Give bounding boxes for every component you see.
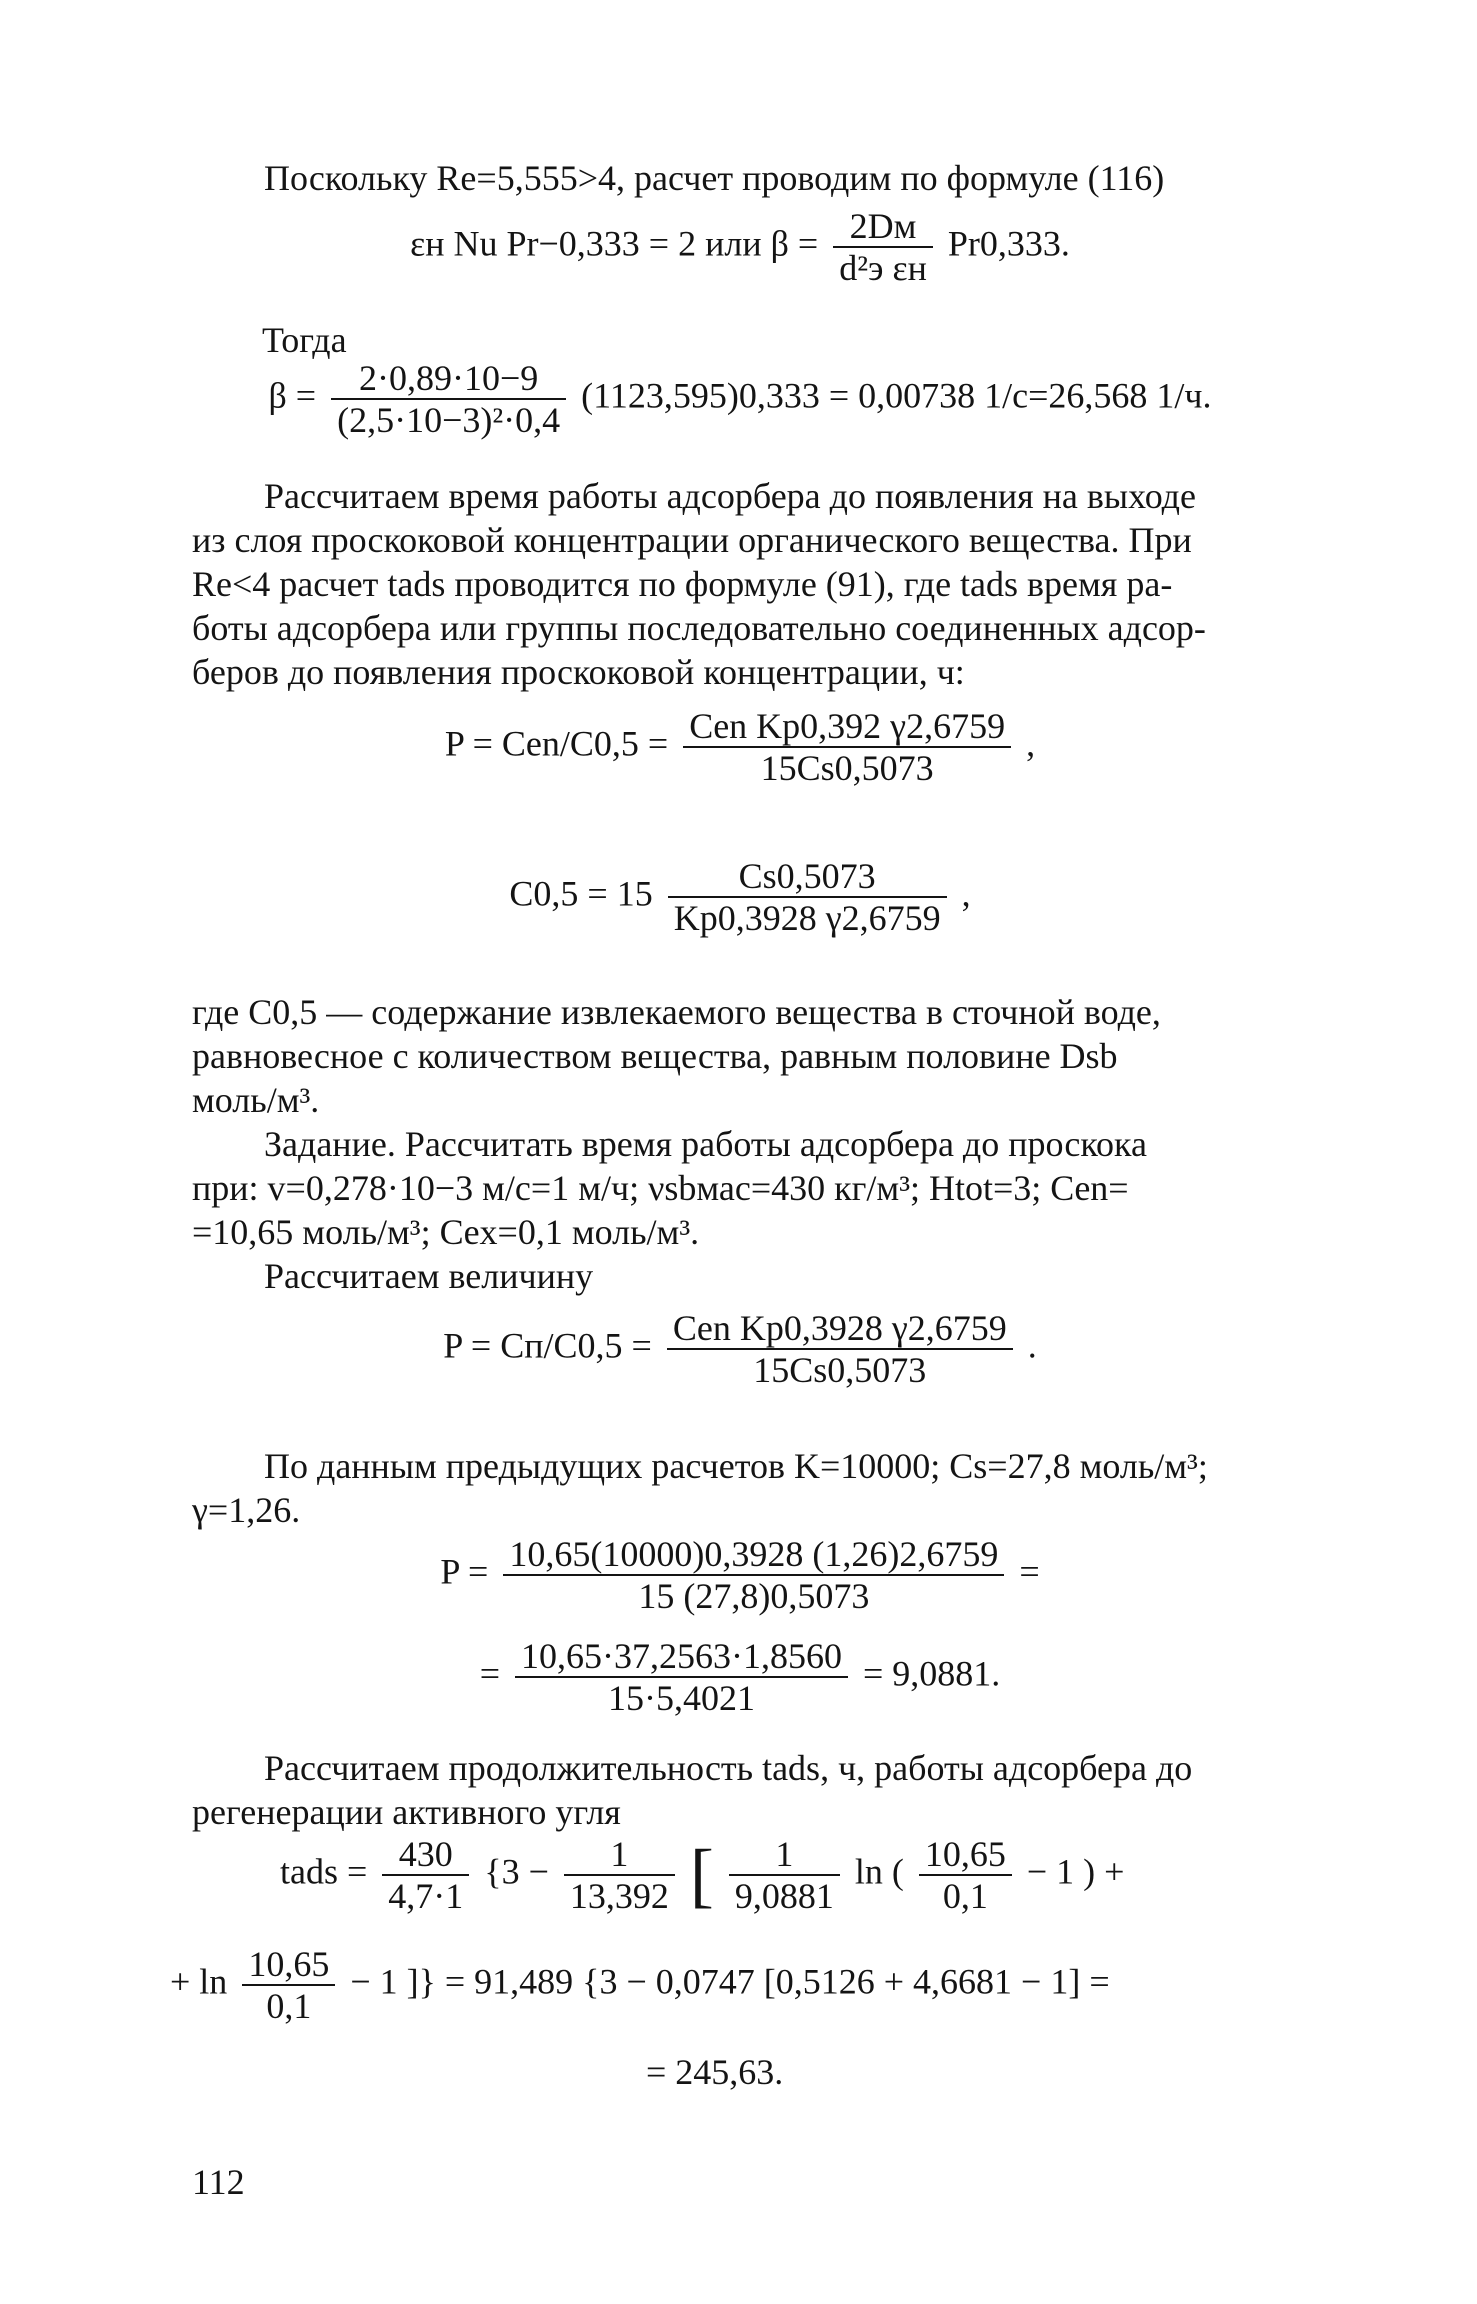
task-line2: при: v=0,278·10−3 м/с=1 м/ч; νsbмас=430 кг/м³; Htot=3; Cen= xyxy=(192,1168,1129,1208)
t1-f1-numerator: 430 xyxy=(382,1834,469,1876)
t1-f1-denominator: 4,7·1 xyxy=(388,1876,464,1916)
eq1-left: εн Nu Pr−0,333 = 2 или β = xyxy=(410,223,819,264)
t1-fraction2 xyxy=(564,1834,675,1916)
eq1-right: Pr0,333. xyxy=(947,223,1070,264)
duration-line2: регенерации активного угля xyxy=(192,1792,621,1832)
c05-end: , xyxy=(961,873,971,914)
p3-equation xyxy=(140,1534,1340,1616)
p4-equation xyxy=(140,1636,1340,1718)
p-eq-denominator: 15Cs0,5073 xyxy=(760,748,934,788)
p-eq-numerator: Cen Kp0,392 γ2,6759 xyxy=(683,706,1011,748)
t1-f3-denominator: 9,0881 xyxy=(734,1876,834,1916)
duration-line1: Рассчитаем продолжительность tads, ч, работы адсорбера до xyxy=(264,1748,1193,1788)
eq1-numerator: 2Dм xyxy=(833,206,933,248)
beta-equation xyxy=(140,358,1340,440)
p2-equation xyxy=(140,1308,1340,1390)
para1-line5: беров до появления проскоковой концентрации, ч: xyxy=(192,652,965,692)
t2-right: − 1 ]} = 91,489 {3 − 0,0747 [0,5126 + 4,6681 − 1] = xyxy=(350,1961,1110,2002)
page-number: 112 xyxy=(192,2162,245,2202)
t1-f3-numerator: 1 xyxy=(729,1834,840,1876)
beta-numerator: 2·0,89·10−9 xyxy=(331,358,566,400)
p-eq-end: , xyxy=(1026,723,1036,764)
beta-fraction xyxy=(331,358,566,440)
where-line2: равновесное с количеством вещества, равным половине Dsb xyxy=(192,1036,1118,1076)
c05-left: C0,5 = 15 xyxy=(509,873,653,914)
p4-fraction xyxy=(515,1636,848,1718)
data-line1: По данным предыдущих расчетов K=10000; Cs=27,8 моль/м³; xyxy=(264,1446,1208,1486)
task-line3: =10,65 моль/м³; Cex=0,1 моль/м³. xyxy=(192,1212,700,1252)
eq1-fraction xyxy=(833,206,933,288)
c05-numerator: Cs0,5073 xyxy=(668,856,947,898)
c05-fraction xyxy=(668,856,947,938)
para1-line2: из слоя проскоковой концентрации органического вещества. При xyxy=(192,520,1192,560)
beta-denominator: (2,5·10−3)²·0,4 xyxy=(337,400,561,440)
p-eq-fraction xyxy=(683,706,1011,788)
t1-f4-numerator: 10,65 xyxy=(919,1834,1012,1876)
p3-denominator: 15 (27,8)0,5073 xyxy=(638,1576,870,1616)
c05-denominator: Kp0,3928 γ2,6759 xyxy=(673,898,941,938)
p-equation xyxy=(140,706,1340,788)
where-line1: где C0,5 — содержание извлекаемого вещества в сточной воде, xyxy=(192,992,1161,1032)
t1-fraction1 xyxy=(382,1834,469,1916)
p3-fraction xyxy=(503,1534,1004,1616)
data-line2: γ=1,26. xyxy=(192,1490,301,1530)
then-label: Тогда xyxy=(262,320,347,360)
para1-line1: Рассчитаем время работы адсорбера до появления на выходе xyxy=(264,476,1196,516)
p2-end: . xyxy=(1027,1325,1037,1366)
tads-result: = 245,63. xyxy=(646,2052,784,2092)
p4-left: = xyxy=(479,1653,500,1694)
left-square-bracket-icon: [ xyxy=(689,1835,714,1915)
t2-numerator: 10,65 xyxy=(242,1944,335,1986)
p2-numerator: Cen Kp0,3928 γ2,6759 xyxy=(667,1308,1013,1350)
equation-116 xyxy=(140,206,1340,288)
t2-denominator: 0,1 xyxy=(266,1986,312,2026)
para1-line4: боты адсорбера или группы последовательно соединенных адсор- xyxy=(192,608,1206,648)
beta-right: (1123,595)0,333 = 0,00738 1/с=26,568 1/ч. xyxy=(581,375,1212,416)
t2-fraction xyxy=(242,1944,335,2026)
p4-denominator: 15·5,4021 xyxy=(607,1678,755,1718)
p-eq-left: P = Cen/C0,5 = xyxy=(444,723,669,764)
tads-equation-line2 xyxy=(170,1944,1110,2026)
p4-numerator: 10,65·37,2563·1,8560 xyxy=(515,1636,848,1678)
p3-left: P = xyxy=(440,1551,489,1592)
p3-end: = xyxy=(1019,1551,1040,1592)
p2-fraction xyxy=(667,1308,1013,1390)
t1-fraction4 xyxy=(919,1834,1012,1916)
c05-equation xyxy=(140,856,1340,938)
where-line3: моль/м³. xyxy=(192,1080,320,1120)
task-line1: Задание. Рассчитать время работы адсорбера до проскока xyxy=(264,1124,1147,1164)
t1-f2-denominator: 13,392 xyxy=(569,1876,669,1916)
t1-ln: ln ( xyxy=(854,1851,904,1892)
beta-left: β = xyxy=(268,375,317,416)
t1-f2-numerator: 1 xyxy=(564,1834,675,1876)
t2-left: + ln xyxy=(170,1961,228,2002)
t1-right: − 1 ) + xyxy=(1026,1851,1125,1892)
t1-mid: {3 − xyxy=(484,1851,549,1892)
tads-equation-line1 xyxy=(280,1834,1124,1916)
para1-line3: Re<4 расчет tads проводится по формуле (91), где tads время ра- xyxy=(192,564,1173,604)
intro-line: Поскольку Re=5,555>4, расчет проводим по формуле (116) xyxy=(264,158,1165,198)
t1-left: tads = xyxy=(280,1851,368,1892)
p2-left: P = Cп/C0,5 = xyxy=(443,1325,652,1366)
t1-fraction3 xyxy=(729,1834,840,1916)
p2-denominator: 15Cs0,5073 xyxy=(753,1350,927,1390)
p4-right: = 9,0881. xyxy=(862,1653,1001,1694)
p3-numerator: 10,65(10000)0,3928 (1,26)2,6759 xyxy=(503,1534,1004,1576)
t1-f4-denominator: 0,1 xyxy=(942,1876,988,1916)
calc-label: Рассчитаем величину xyxy=(264,1256,594,1296)
eq1-denominator: d²э εн xyxy=(839,248,927,288)
